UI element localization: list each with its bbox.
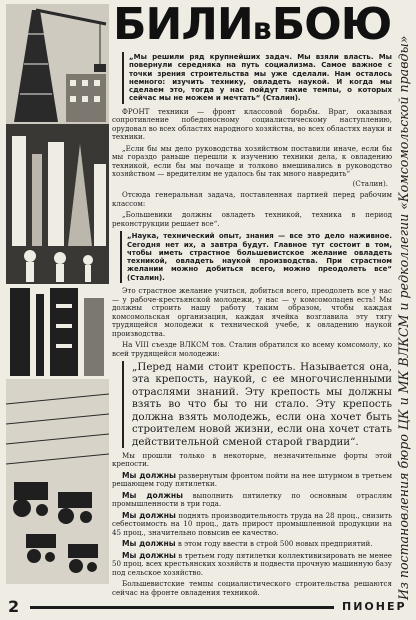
- tractors-fields-scene: [6, 379, 109, 584]
- paragraph-3: Отсюда генеральная задача, поставленная партией перед рабочим классом:: [112, 190, 392, 208]
- crane-tower-scene: [6, 4, 109, 124]
- side-caption-text: Из постановления бюро ЦК и МК ВЛКСМ и редколлегии «Комсомольской правды»: [396, 35, 411, 600]
- title-word-1: БИЛИ: [113, 0, 253, 50]
- article-body: [112, 50, 392, 600]
- must-item-5-text: в третьем году пятилетки коллективизировать не менее 50 проц. всех крестьянских хозяйств и подвести прочную машинную базу под сельское хозяйство.: [112, 550, 393, 577]
- article-title: [113, 2, 391, 48]
- paragraph-4: „Большевики должны овладеть техникой, техника в период реконструкции решает все“.: [112, 210, 392, 228]
- page-footer: [8, 597, 407, 616]
- must-item-3-lead: Мы должны: [122, 510, 176, 520]
- must-item-5-lead: Мы должны: [122, 550, 176, 560]
- paragraph-2: „Если бы мы дело руководства хозяйством поставили иначе, если бы мы гораздо раньше перешли к изучению техники дела, к овладению техникой, если бы мы почаще и толково вмешивались в руководство хозяйством — вредителям не удалось бы так много навредить“: [112, 143, 392, 179]
- paragraph-7: Мы прошли только в некоторые, незначительные форты этой крепости.: [112, 450, 392, 469]
- paragraph-1: ФРОНТ техники — фронт классовой борьбы. Враг, оказывая сопротивление победоносному социалистическому наступлению, орудовал во всех областях народного хозяйства, во всех областях науки и техники.: [112, 106, 392, 142]
- must-item-4-lead: Мы должны: [122, 539, 176, 549]
- must-item-2-lead: Мы должны: [122, 490, 183, 500]
- collage-svg: [6, 4, 109, 584]
- factory-workers-scene: [6, 124, 109, 284]
- paragraph-2-source: (Сталин).: [352, 178, 388, 188]
- must-item-1: [112, 472, 392, 489]
- paragraph-6: На VIII съезде ВЛКСМ тов. Сталин обратился ко всему комсомолу, ко всей трудящейся молодежи:: [112, 340, 392, 358]
- paragraph-5: Это страстное желание учиться, добиться всего, преодолеть все у нас — у рабоче-крестьянской молодежи, у нас — у комсомольцев есть! Мы должны строить нашу работу таким образом, чтобы каждая комсомольская организация, каждая ячейка возглавила эту тягу трудящейся молодежи к технической учебе, к овладению наукой производства.: [112, 286, 392, 338]
- machinery-bands: [6, 284, 109, 379]
- magazine-name: ПИОНЕР: [342, 600, 407, 613]
- stalin-quote-2: „Наука, технический опыт, знания — все это дело наживное. Сегодня нет их, а завтра будут. Главное тут состоит в том, чтобы иметь страстное большевистское желание овладеть техникой, овладеть наукой производства. При страстном желании можно добиться всего, можно преодолеть все“ (Сталин).: [120, 231, 392, 283]
- footer-rule: [30, 606, 334, 609]
- must-item-4: [112, 540, 392, 549]
- epigraph-quote: „Мы решили ряд крупнейших задач. Мы взяли власть. Мы повернули середняка на путь социализма. Самое важное с точки зрения строительства мы уже сделали. Нам осталось немного: изучить технику, овладеть наукой. И когда мы сделаем это, тогда у нас пойдут такие темпы, о которых сейчас мы не можем и мечтать“ (Сталин).: [122, 52, 392, 104]
- title-word-3: БОЮ: [271, 0, 392, 50]
- must-item-1-lead: Мы должны: [122, 470, 176, 480]
- paragraph-8: Большевистские темпы социалистического строительства решаются сейчас на фронте овладения техникой.: [112, 579, 392, 597]
- title-word-2: в: [252, 12, 272, 47]
- industrial-collage-illustration: [6, 4, 109, 584]
- must-item-1-text: развернутым фронтом пойти на нее штурмом в третьем решающем году пятилетки.: [112, 470, 392, 489]
- must-item-3-text: поднять производительность труда на 28 проц., снизить себестоимость на 10 проц., дать прирост промышленной продукции на 45 проц., значительно повысив ее качество.: [112, 510, 393, 537]
- must-item-2-text: выполнить пятилетку по основным отраслям промышленности в три года.: [112, 490, 392, 509]
- must-item-4-text: в этом году ввести в строй 500 новых предприятий.: [175, 539, 373, 549]
- must-item-5: [112, 552, 392, 578]
- must-item-2: [112, 492, 392, 509]
- must-item-3: [112, 512, 392, 538]
- page-number: 2: [8, 597, 20, 616]
- fortress-quote: „Перед нами стоит крепость. Называется она, эта крепость, наукой, с ее многочисленными отраслями знаний. Эту крепость мы должны взять во что бы то ни стало. Эту крепость должна взять молодежь, если она хочет быть строителем новой жизни, если она хочет стать действительной сменой старой гвардии“.: [122, 361, 392, 448]
- side-caption: [394, 35, 414, 600]
